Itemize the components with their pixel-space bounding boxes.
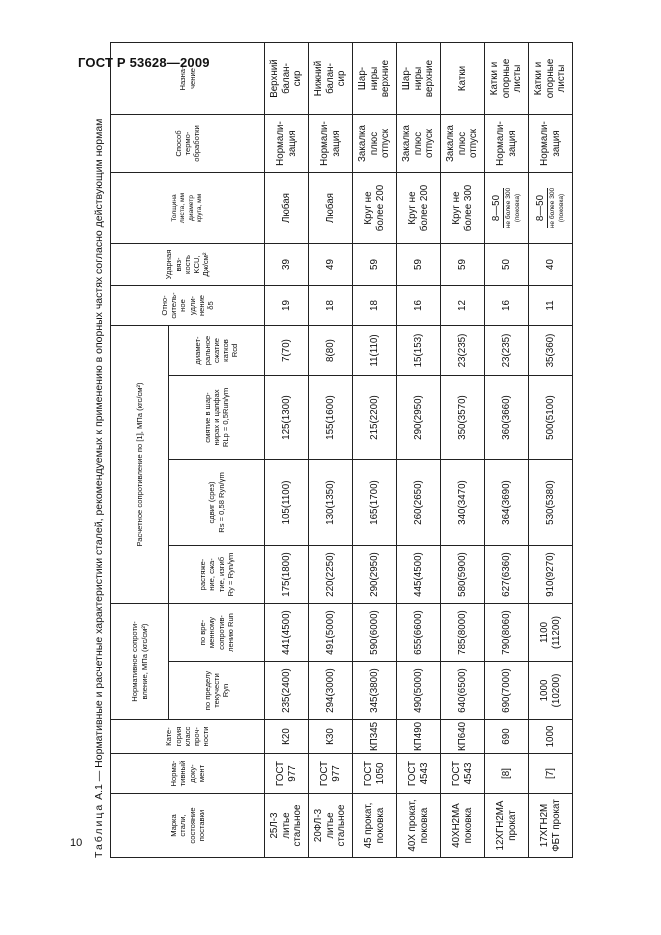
cell-ryn: 490(5000): [397, 662, 441, 720]
cell-rlp: 125(1300): [265, 376, 309, 460]
cell-rlp: 360(3660): [485, 376, 529, 460]
cell-rs: 105(1100): [265, 460, 309, 546]
table-row: [397, 43, 441, 858]
cell-grade: 40Х прокат, поковка: [397, 794, 441, 858]
caption-label: Таблица: [93, 802, 105, 858]
steel-characteristics-table: [110, 42, 573, 858]
cell-purpose: Верхний балан- сир: [265, 43, 309, 115]
table-row: [265, 43, 309, 858]
cell-impact: 50: [485, 244, 529, 286]
cell-impact: 59: [353, 244, 397, 286]
cell-heat: Закалка плюс отпуск: [397, 115, 441, 173]
header-thickness: Толщина листа, мм диаметр круга, мм: [111, 173, 265, 244]
cell-thickness: [485, 173, 529, 244]
cell-elongation: 18: [353, 286, 397, 326]
cell-rs: 165(1700): [353, 460, 397, 546]
header-impact: Ударная вяз- кость KCU, Дж/см²: [111, 244, 265, 286]
cell-run: 491(5000): [309, 604, 353, 662]
cell-ryn: 294(3000): [309, 662, 353, 720]
cell-class: К20: [265, 720, 309, 754]
table-row: [309, 43, 353, 858]
cell-ryn: 235(2400): [265, 662, 309, 720]
table-caption: [92, 93, 108, 858]
cell-rcd: 8(80): [309, 326, 353, 376]
cell-ry: 445(4500): [397, 546, 441, 604]
cell-thickness: Любая: [309, 173, 353, 244]
cell-rcd: 15(153): [397, 326, 441, 376]
cell-ry: 220(2250): [309, 546, 353, 604]
cell-rlp: 155(1600): [309, 376, 353, 460]
cell-rlp: 290(2950): [397, 376, 441, 460]
cell-run: 1100 (11200): [529, 604, 573, 662]
cell-elongation: 16: [397, 286, 441, 326]
cell-purpose: Катки и опорные листы: [529, 43, 573, 115]
cell-ryn: 640(6500): [441, 662, 485, 720]
thickness-fraction: [491, 188, 522, 228]
cell-class: КП490: [397, 720, 441, 754]
cell-ry: 627(6360): [485, 546, 529, 604]
header-ultimate-strength: по вре- менному сопротив- лению Run: [169, 604, 265, 662]
cell-ryn: 345(3800): [353, 662, 397, 720]
cell-impact: 39: [265, 244, 309, 286]
cell-rcd: 23(235): [441, 326, 485, 376]
cell-rlp: 350(3570): [441, 376, 485, 460]
header-normative-resistance: Нормативное сопроти- вление, МПа (кгс/см²): [111, 604, 169, 720]
cell-thickness: Круг не более 200: [353, 173, 397, 244]
table-row: [529, 43, 573, 858]
header-bearing: смятие в шар- нирах и цапфах RLp = 0,5Run/γm: [169, 376, 265, 460]
cell-rlp: 215(2200): [353, 376, 397, 460]
table-row: [485, 43, 529, 858]
header-strength-class: Кате- гория класс проч- ности: [111, 720, 265, 754]
header-normative-doc: Норма- тивный доку- мент: [111, 754, 265, 794]
cell-run: 590(6000): [353, 604, 397, 662]
cell-class: 1000: [529, 720, 573, 754]
cell-doc: [8]: [485, 754, 529, 794]
thickness-forging: не более 300 (поковка): [549, 187, 565, 229]
cell-rs: 340(3470): [441, 460, 485, 546]
header-tension: растяже- ние, сжа- тие, изгиб Ry = Ryn/γm: [169, 546, 265, 604]
cell-thickness: Круг не более 300: [441, 173, 485, 244]
cell-class: 690: [485, 720, 529, 754]
cell-impact: 40: [529, 244, 573, 286]
cell-heat: Закалка плюс отпуск: [441, 115, 485, 173]
cell-impact: 59: [441, 244, 485, 286]
cell-elongation: 19: [265, 286, 309, 326]
cell-thickness: [529, 173, 573, 244]
cell-run: 785(8000): [441, 604, 485, 662]
cell-purpose: Катки и опорные листы: [485, 43, 529, 115]
cell-doc: ГОСТ 4543: [441, 754, 485, 794]
header-purpose: Назна- чение: [111, 43, 265, 115]
cell-doc: ГОСТ 977: [309, 754, 353, 794]
cell-impact: 59: [397, 244, 441, 286]
cell-heat: Нормали- зация: [529, 115, 573, 173]
cell-ryn: 1000 (10200): [529, 662, 573, 720]
cell-class: КП345: [353, 720, 397, 754]
cell-heat: Нормали- зация: [309, 115, 353, 173]
cell-thickness: Круг не более 200: [397, 173, 441, 244]
cell-ry: 910(9270): [529, 546, 573, 604]
cell-ryn: 690(7000): [485, 662, 529, 720]
cell-rlp: 500(5100): [529, 376, 573, 460]
cell-heat: Нормали- зация: [485, 115, 529, 173]
table-row: [353, 43, 397, 858]
cell-doc: [7]: [529, 754, 573, 794]
cell-rcd: 11(110): [353, 326, 397, 376]
cell-rs: 260(2650): [397, 460, 441, 546]
cell-run: 441(4500): [265, 604, 309, 662]
cell-grade: 17ХГН2М ФБТ прокат: [529, 794, 573, 858]
thickness-range: 8—50: [491, 188, 505, 228]
cell-purpose: Катки: [441, 43, 485, 115]
cell-doc: ГОСТ 4543: [397, 754, 441, 794]
table-row: [441, 43, 485, 858]
cell-ry: 290(2950): [353, 546, 397, 604]
cell-rs: 364(3690): [485, 460, 529, 546]
cell-heat: Закалка плюс отпуск: [353, 115, 397, 173]
document-header: ГОСТ Р 53628—2009: [78, 55, 210, 70]
cell-grade: 40ХН2МА поковка: [441, 794, 485, 858]
cell-doc: ГОСТ 1050: [353, 754, 397, 794]
cell-rcd: 23(235): [485, 326, 529, 376]
header-diametral: диамет- ральное сжатие катков Rcd: [169, 326, 265, 376]
cell-class: КП640: [441, 720, 485, 754]
cell-impact: 49: [309, 244, 353, 286]
caption-text: А.1 — Нормативные и расчетные характеристики сталей, рекомендуемых к применению в опорных частях согласно действующим нормам: [93, 118, 105, 803]
cell-grade: 25Л-3 литье стальное: [265, 794, 309, 858]
cell-rs: 130(1350): [309, 460, 353, 546]
header-elongation: Отно- ситель- ное удли- нение δ5: [111, 286, 265, 326]
cell-purpose: Шар- ниры верхние: [397, 43, 441, 115]
cell-run: 790(8060): [485, 604, 529, 662]
cell-grade: 12ХГН2МА прокат: [485, 794, 529, 858]
cell-thickness: Любая: [265, 173, 309, 244]
cell-rcd: 7(70): [265, 326, 309, 376]
cell-run: 655(6600): [397, 604, 441, 662]
header-yield-strength: по пределу текучести Ryn: [169, 662, 265, 720]
cell-rs: 530(5380): [529, 460, 573, 546]
cell-ry: 580(5900): [441, 546, 485, 604]
cell-heat: Нормали- зация: [265, 115, 309, 173]
header-shear: сдвиг (срез) Rs = 0,58 Ryn/γm: [169, 460, 265, 546]
cell-elongation: 11: [529, 286, 573, 326]
cell-grade: 20ФЛ-3 литье стальное: [309, 794, 353, 858]
cell-elongation: 12: [441, 286, 485, 326]
cell-purpose: Шар- ниры верхние: [353, 43, 397, 115]
cell-elongation: 18: [309, 286, 353, 326]
thickness-forging: не более 300 (поковка): [505, 187, 521, 229]
cell-grade: 45 прокат, поковка: [353, 794, 397, 858]
header-heat-treatment: Способ термо- обработки: [111, 115, 265, 173]
page-number: 10: [70, 837, 83, 849]
header-design-resistance: Расчетное сопротивление по [1], МПа (кгс/см²): [111, 326, 169, 604]
header-steel-grade: Марка стали, состояние поставки: [111, 794, 265, 858]
cell-class: К30: [309, 720, 353, 754]
thickness-fraction: [535, 188, 566, 228]
cell-elongation: 16: [485, 286, 529, 326]
cell-purpose: Нижний балан- сир: [309, 43, 353, 115]
cell-doc: ГОСТ 977: [265, 754, 309, 794]
thickness-range: 8—50: [535, 188, 549, 228]
cell-ry: 175(1800): [265, 546, 309, 604]
cell-rcd: 35(360): [529, 326, 573, 376]
